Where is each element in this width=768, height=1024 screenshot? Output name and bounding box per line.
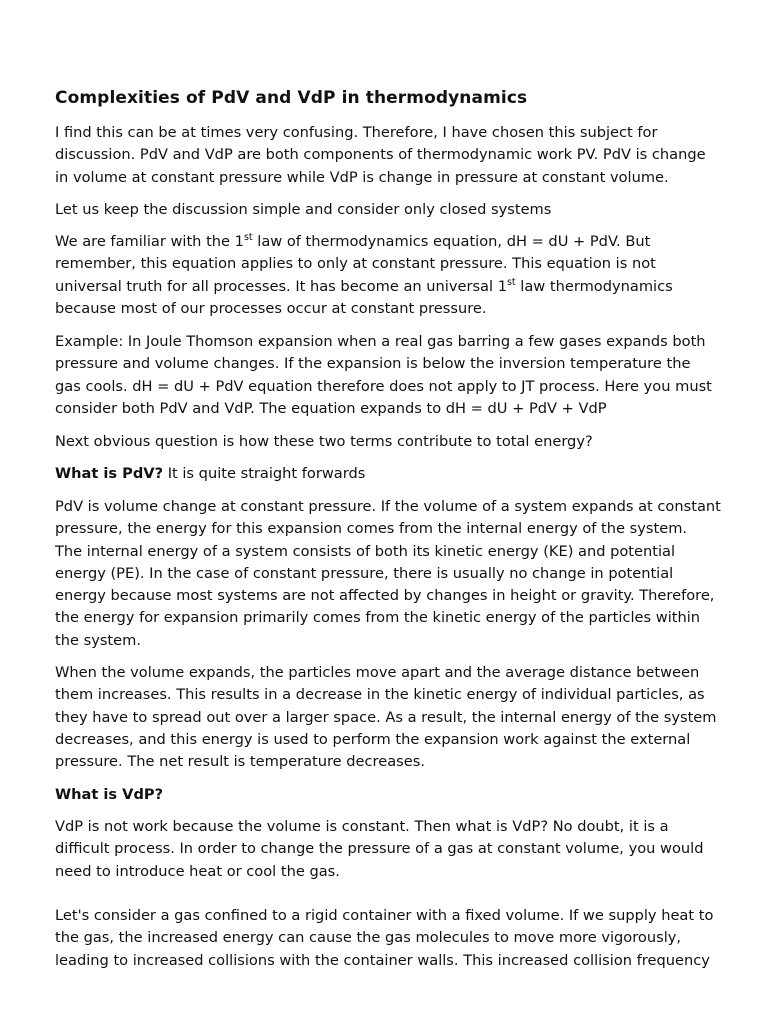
text-line: Next obvious question is how these two terms contribute to total energy? (55, 433, 593, 450)
text-line: consider both PdV and VdP. The equation expands to dH = dU + PdV + VdP (55, 399, 607, 417)
paragraph-pdv-heading (55, 463, 365, 485)
text-line (55, 276, 673, 298)
paragraph-closed-systems (55, 199, 551, 221)
text-line: VdP is not work because the volume is constant. Then what is VdP? No doubt, it is a (55, 818, 669, 835)
text-line: discussion. PdV and VdP are both components of thermodynamic work PV. PdV is change (55, 146, 706, 164)
text-line (55, 231, 673, 253)
text-line: Example: In Joule Thomson expansion when a real gas barring a few gases expands both (55, 333, 706, 350)
text-line: energy (PE). In the case of constant pressure, there is usually no change in potential (55, 564, 674, 582)
paragraph-rigid-container (55, 905, 713, 972)
text-line: The internal energy of a system consists of both its kinetic energy (KE) and potential (55, 542, 676, 560)
superscript: st (506, 276, 516, 288)
text-line: decreases, and this energy is used to perform the expansion work against the external (55, 730, 691, 748)
text-line: the gas, the increased energy can cause the gas molecules to move more vigorously, (55, 929, 682, 947)
text-line: energy because most systems are not affected by changes in height or gravity. Therefore, (55, 587, 715, 605)
paragraph-intro (55, 122, 706, 189)
text-run: It is quite straight forwards (163, 465, 366, 482)
text-line: gas cools. dH = dU + PdV equation therefore does not apply to JT process. Here you must (55, 377, 712, 395)
section-heading-pdv: What is PdV? (55, 465, 164, 482)
section-heading-vdp: What is VdP? (55, 786, 164, 803)
text-line: pressure and volume changes. If the expansion is below the inversion temperature the (55, 355, 691, 373)
text-line: When the volume expands, the particles move apart and the average distance between (55, 664, 700, 681)
paragraph-question (55, 431, 593, 453)
paragraph-pdv-explanation (55, 496, 721, 652)
text-line: the energy for expansion primarily comes from the kinetic energy of the particles within (55, 609, 701, 627)
text-line: pressure, the energy for this expansion comes from the internal energy of the system. (55, 520, 688, 538)
text-line: Let's consider a gas confined to a rigid container with a fixed volume. If we supply heat to (55, 907, 714, 924)
text-run: universal truth for all processes. It has become an universal 1 (55, 277, 507, 295)
text-line: in volume at constant pressure while VdP is change in pressure at constant volume. (55, 168, 669, 186)
text-line: Let us keep the discussion simple and consider only closed systems (55, 201, 552, 218)
paragraph-volume-expands (55, 662, 717, 773)
text-line: difficult process. In order to change the pressure of a gas at constant volume, you would (55, 840, 704, 858)
paragraph-vdp-heading (55, 784, 163, 806)
paragraph-joule-thomson (55, 331, 712, 420)
text-line: I find this can be at times very confusing. Therefore, I have chosen this subject for (55, 124, 658, 141)
text-run: We are familiar with the 1 (55, 233, 244, 250)
document-title: Complexities of PdV and VdP in thermodynamics (55, 88, 528, 108)
text-line: the system. (55, 631, 141, 649)
text-line: leading to increased collisions with the container walls. This increased collision frequency (55, 951, 710, 969)
superscript: st (243, 232, 253, 243)
text-run: law of thermodynamics equation, dH = dU + PdV. But (252, 233, 651, 250)
paragraph-first-law (55, 231, 673, 320)
text-line: because most of our processes occur at constant pressure. (55, 299, 487, 317)
text-run: law thermodynamics (515, 277, 673, 295)
text-line: pressure. The net result is temperature decreases. (55, 753, 425, 771)
text-line: need to introduce heat or cool the gas. (55, 862, 340, 880)
text-line: remember, this equation applies to only at constant pressure. This equation is not (55, 255, 656, 273)
text-line: PdV is volume change at constant pressure. If the volume of a system expands at constant (55, 498, 721, 515)
text-line (55, 463, 365, 485)
paragraph-vdp-explanation (55, 816, 703, 883)
text-line: them increases. This results in a decrease in the kinetic energy of individual particles, as (55, 686, 705, 704)
text-line: they have to spread out over a larger space. As a result, the internal energy of the system (55, 708, 717, 726)
